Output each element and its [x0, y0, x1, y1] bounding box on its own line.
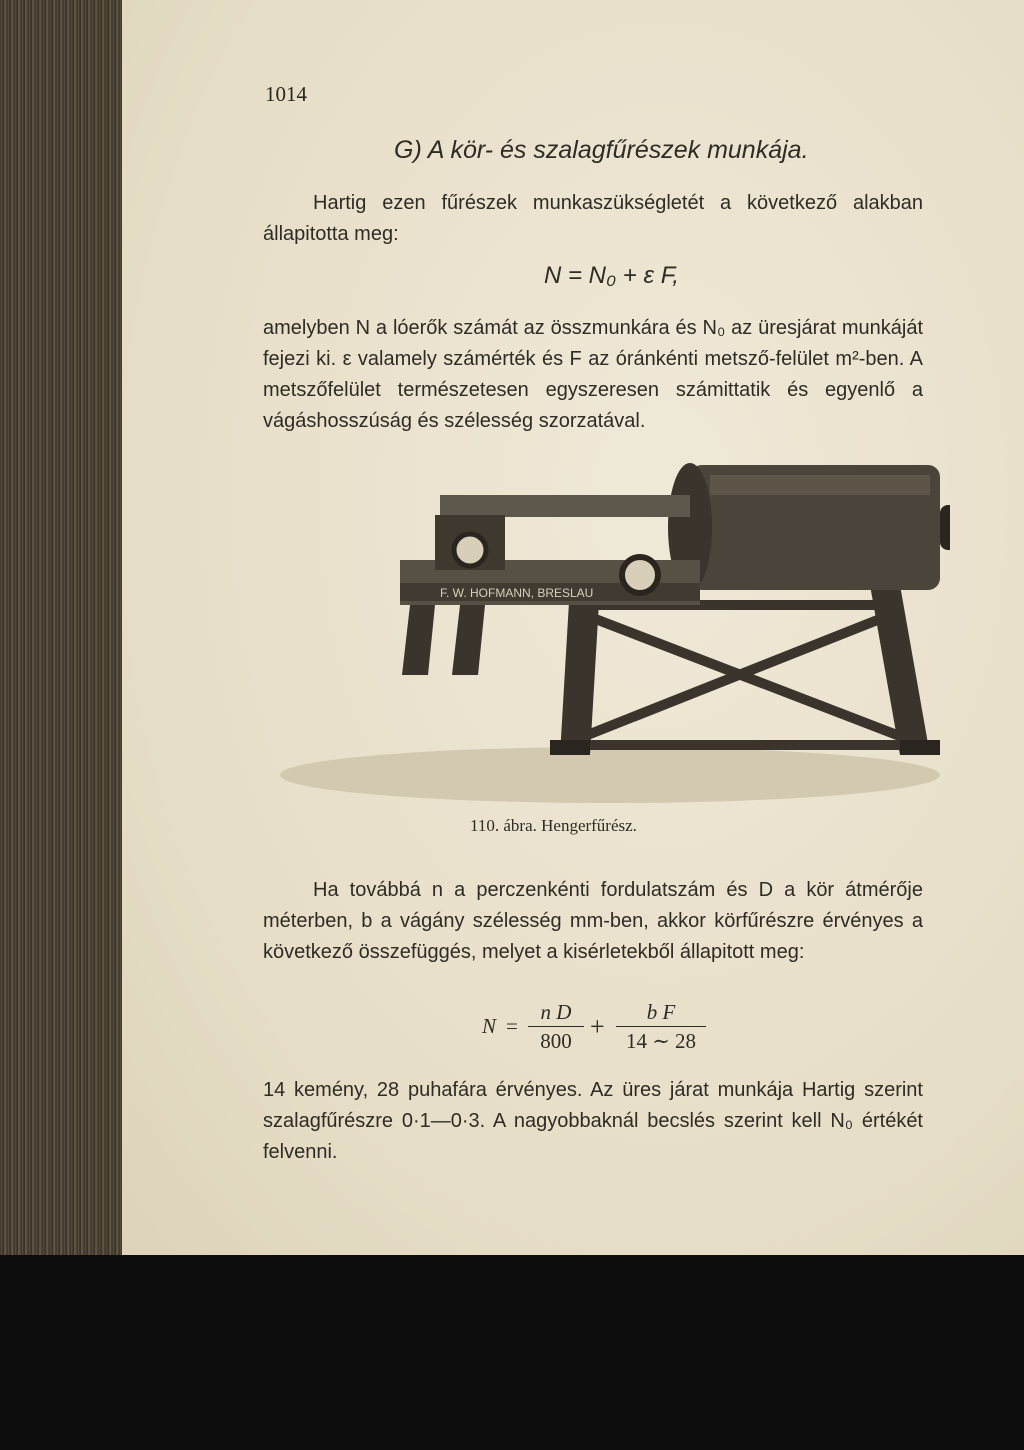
fraction-1-bar [528, 1026, 584, 1027]
front-leg-left [402, 605, 435, 675]
foot-left [550, 740, 590, 755]
pulley [940, 505, 950, 550]
foot-right [900, 740, 940, 755]
paragraph-4-text: 14 kemény, 28 puhafára érvényes. Az üres járat munkája Hartig szerint szalagfűrészre 0·1—0·3. A nagyobbaknál becslés szerint kell N₀ értékét felvenni. [263, 1079, 923, 1163]
formula-power: N = N₀ + ε F, [544, 262, 679, 289]
figure-floor-shadow [280, 747, 940, 803]
feed-wheel [454, 534, 486, 566]
paragraph-4 [263, 1075, 923, 1168]
page-number: 1014 [265, 82, 307, 106]
formula-plus: + [590, 1012, 605, 1041]
fraction-2-bar [616, 1026, 706, 1027]
front-leg-right [452, 605, 485, 675]
fraction-2 [616, 1000, 706, 1054]
formula-lhs: N [482, 1014, 497, 1038]
section-title: G) A kör- és szalagfűrészek munkája. [394, 136, 809, 164]
hand-wheel [622, 557, 658, 593]
maker-plate-text: F. W. HOFMANN, BRESLAU [440, 586, 594, 600]
figure-caption: 110. ábra. Hengerfűrész. [470, 816, 637, 835]
fraction-1-numerator: n D [540, 1000, 572, 1024]
drum-highlight [710, 475, 930, 495]
book-page [122, 0, 1024, 1255]
paragraph-3-text: Ha továbbá n a perczenkénti fordulatszám és D a kör átmérője méterben, b a vágány szélesség mm-ben, akkor körfűrészre érvényes a következő összefüggés, melyet a kisérletekből állapitott meg: [263, 879, 923, 963]
formula-circular-saw [482, 1000, 742, 1060]
fraction-2-denominator: 14 ∼ 28 [625, 1029, 697, 1053]
paragraph-2-text: amelyben N a lóerők számát az összmunkára és N₀ az üresjárat munkáját fejezi ki. ε valamely számérték és F az óránkénti metsző-felület m²-ben. A metszőfelület természetesen egyszeresen számittatik és egyenlő a vágáshosszúság és szélesség szorzatával. [263, 317, 923, 432]
paragraph-3 [263, 875, 923, 968]
fraction-1-denominator: 800 [540, 1029, 572, 1053]
feed-rail-top [440, 495, 690, 517]
saw-machine-illustration [270, 455, 950, 805]
paragraph-1-text: Hartig ezen fűrészek munkaszükségletét a következő alakban állapitotta meg: [263, 192, 923, 245]
book-spine-edge [0, 0, 125, 1255]
paragraph-2 [263, 313, 923, 437]
paragraph-1 [263, 188, 923, 250]
fraction-1 [528, 1000, 584, 1054]
fraction-2-numerator: b F [646, 1000, 676, 1024]
formula-equals: = [506, 1014, 518, 1038]
